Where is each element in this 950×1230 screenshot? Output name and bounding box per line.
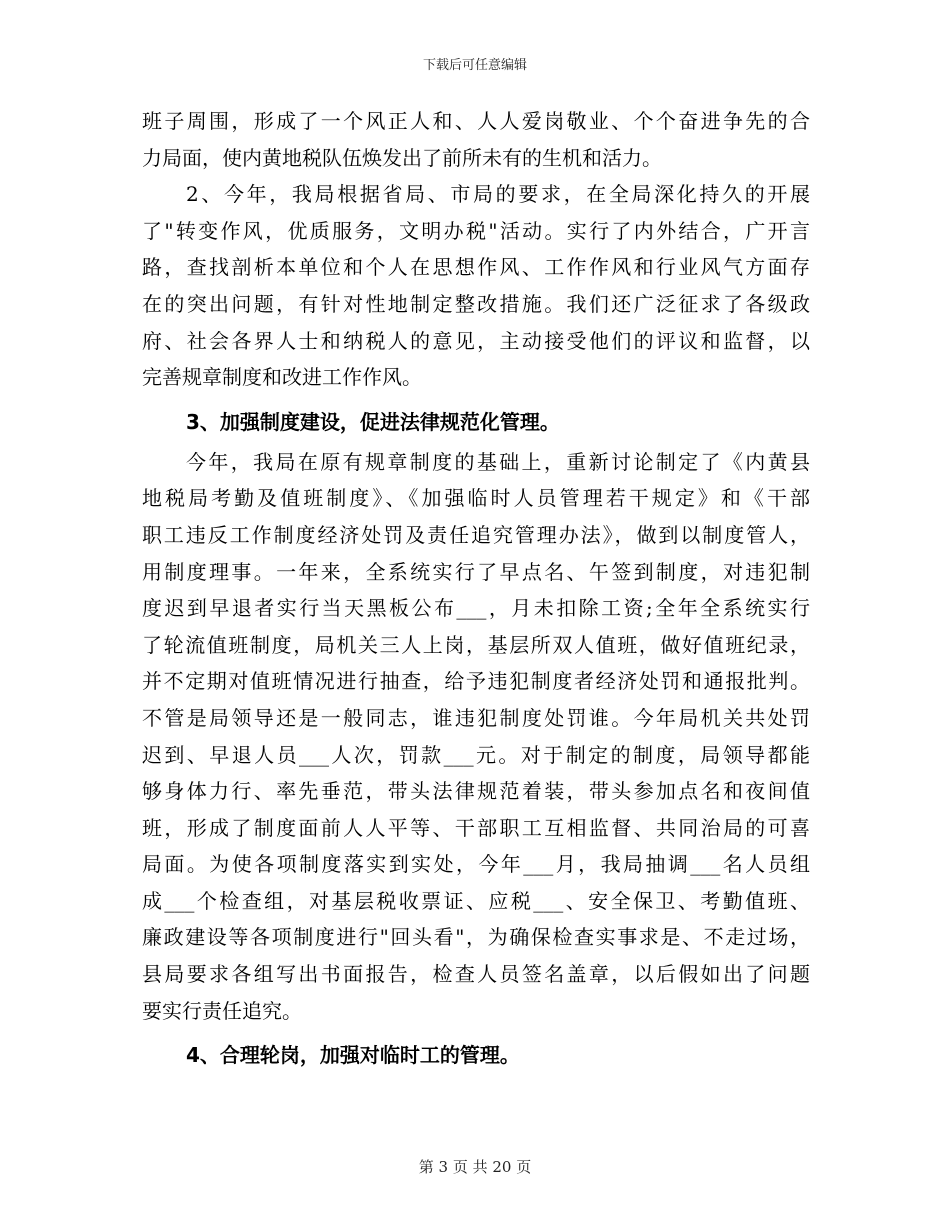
text-line: 路，查找剖析本单位和个人在思想作风、工作作风和行业风气方面存 (142, 255, 810, 280)
text-line: 局面。为使各项制度落实到实处，今年___月，我局抽调___名人员组 (142, 852, 810, 877)
text-line: 力局面，使内黄地税队伍焕发出了前所未有的生机和活力。 (142, 145, 662, 170)
document-body (142, 103, 810, 1077)
text-line: 并不定期对值班情况进行抽查，给予违犯制度者经济处罚和通报批判。 (142, 669, 810, 694)
text-line: 地税局考勤及值班制度》、《加强临时人员管理若干规定》和《干部 (142, 486, 810, 511)
text-line: 在的突出问题，有针对性地制定整改措施。我们还广泛征求了各级政 (142, 291, 810, 316)
text-line: 廉政建设等各项制度进行"回头看"，为确保检查实事求是、不走过场， (142, 925, 810, 950)
text-line: 班子周围，形成了一个风正人和、人人爱岗敬业、个个奋进争先的合 (142, 109, 810, 133)
page-header: 下载后可任意编辑 (422, 58, 527, 73)
text-line: 用制度理事。一年来，全系统实行了早点名、午签到制度，对违犯制 (142, 559, 810, 584)
text-line: 不管是局领导还是一般同志，谁违犯制度处罚谁。今年局机关共处罚 (142, 705, 810, 730)
text-line: 够身体力行、率先垂范，带头法律规范着装，带头参加点名和夜间值 (142, 779, 810, 804)
text-line: 完善规章制度和改进工作作风。 (142, 365, 422, 390)
paragraph-2 (142, 176, 810, 396)
text-line: 职工违反工作制度经济处罚及责任追究管理办法》，做到以制度管人， (142, 522, 810, 547)
text-line: 度迟到早退者实行当天黑板公布___，月未扣除工资;全年全系统实行 (142, 596, 810, 621)
text-line: 府、社会各界人士和纳税人的意见，主动接受他们的评议和监督，以 (142, 328, 810, 353)
text-line: 县局要求各组写出书面报告，检查人员签名盖章，以后假如出了问题 (142, 962, 810, 987)
text-line: 2、今年，我局根据省局、市局的要求，在全局深化持久的开展 (186, 182, 810, 207)
text-line: 迟到、早退人员___人次，罚款___元。对于制定的制度，局领导都能 (142, 742, 810, 767)
page-footer: 第 3 页 共 20 页 (418, 1158, 532, 1176)
text-line: 要实行责任追究。 (142, 998, 302, 1023)
paragraph-3 (142, 444, 810, 1030)
section-heading-4: 4、合理轮岗，加强对临时工的管理。 (186, 1043, 520, 1068)
text-line: 了轮流值班制度，局机关三人上岗，基层所双人值班，做好值班纪录， (142, 632, 810, 657)
text-line: 今年，我局在原有规章制度的基础上，重新讨论制定了《内黄县 (186, 449, 810, 474)
text-line: 成___个检查组，对基层税收票证、应税___、安全保卫、考勤值班、 (142, 888, 810, 913)
section-heading-3: 3、加强制度建设，促进法律规范化管理。 (186, 409, 560, 434)
text-line: 了"转变作风，优质服务，文明办税"活动。实行了内外结合，广开言 (142, 218, 810, 243)
paragraph-1 (142, 103, 810, 176)
text-line: 班，形成了制度面前人人平等、干部职工互相监督、共同治局的可喜 (142, 815, 810, 840)
